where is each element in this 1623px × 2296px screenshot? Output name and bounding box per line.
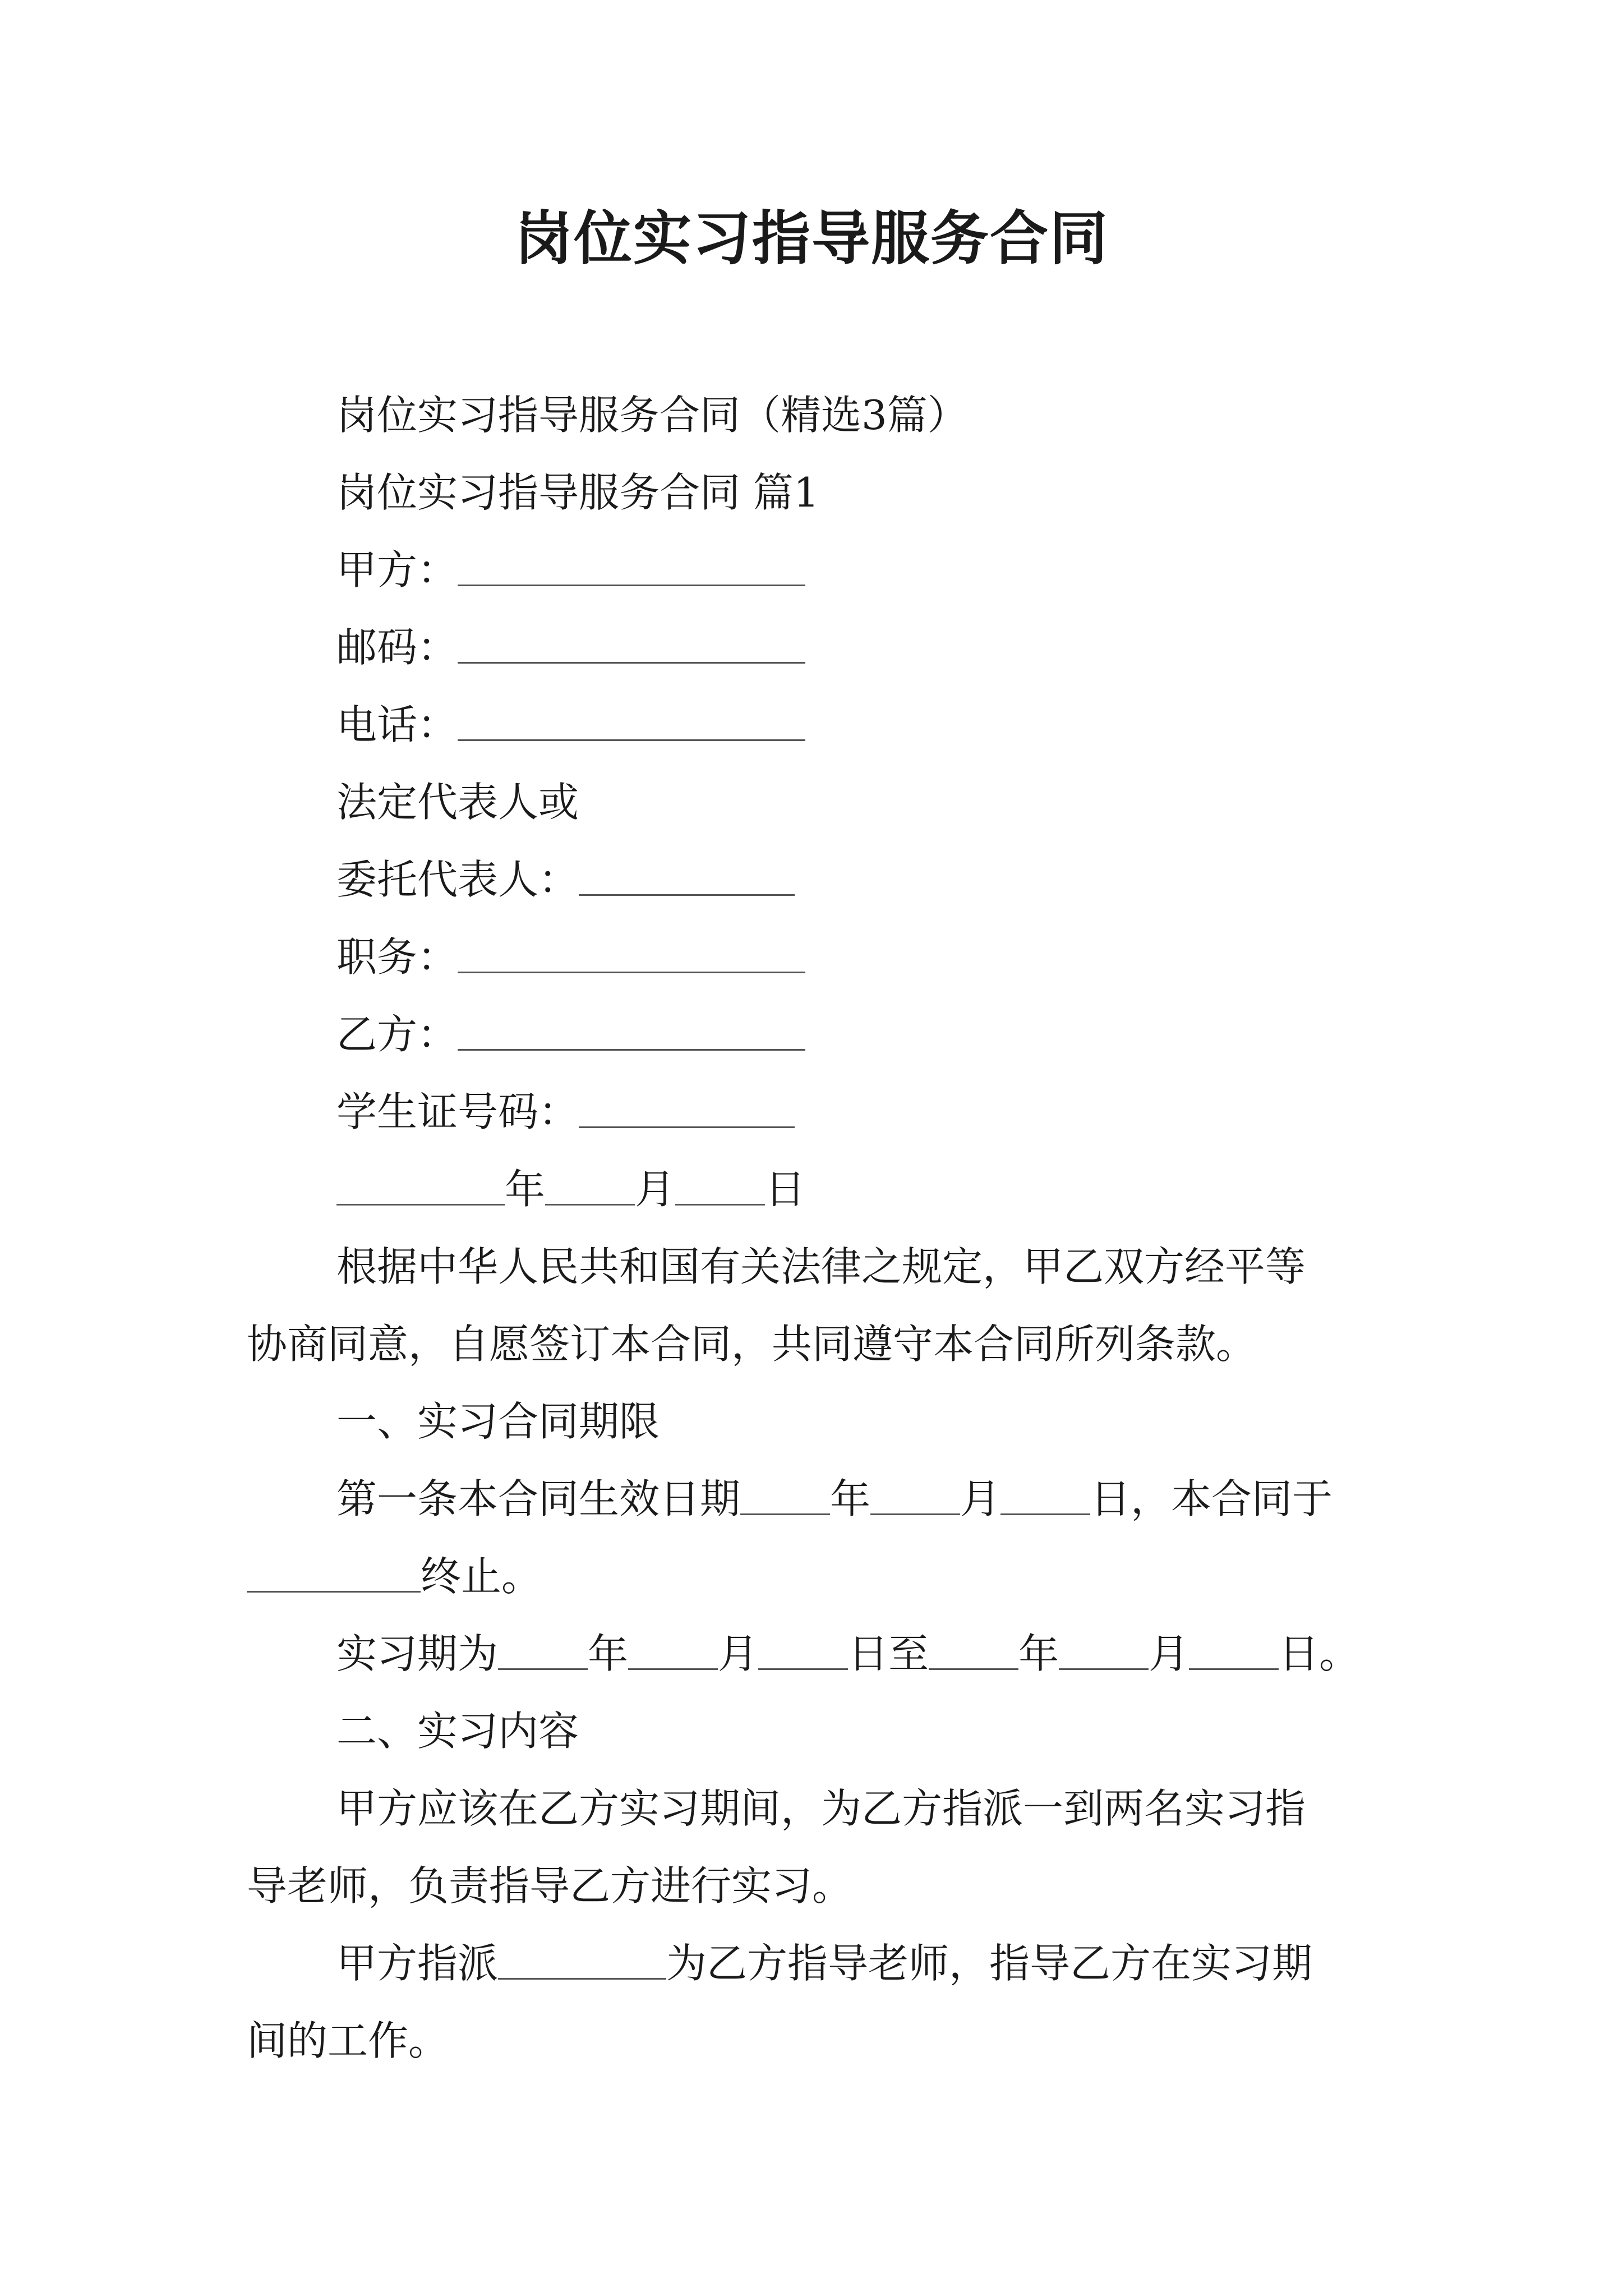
document-title: 岗位实习指导服务合同 [514,204,1109,273]
effective-month-blank[interactable] [870,1479,960,1515]
article1-prefix: 第一条本合同生效日期 [336,1475,741,1522]
phone-label: 电话： [336,701,458,748]
termination-blank[interactable] [247,1556,421,1592]
article1-end: 终止。 [421,1553,542,1600]
assign-suffix: 为乙方指导老师，指导乙方在实习期 [666,1940,1313,1987]
postcode-blank[interactable] [458,627,805,663]
position-blank[interactable] [458,937,805,973]
period-prefix: 实习期为 [336,1630,499,1677]
year-blank[interactable] [336,1169,505,1205]
period-end: 日。 [1279,1630,1360,1677]
intro-paragraph-line2: 协商同意，自愿签订本合同，共同遵守本合同所列条款。 [247,1320,1257,1368]
start-day-blank[interactable] [758,1634,848,1669]
end-month-unit: 月 [1149,1630,1189,1677]
party-b-label: 乙方： [336,1011,458,1058]
legal-rep-label: 法定代表人或 [336,779,579,826]
article1-line2 [247,1548,542,1604]
entrusted-rep-field [336,852,795,908]
day-blank[interactable] [675,1169,765,1205]
student-id-blank[interactable] [579,1092,795,1128]
intro-paragraph-line1: 根据中华人民共和国有关法律之规定，甲乙双方经平等 [336,1243,1306,1290]
assign-prefix: 甲方指派 [336,1940,499,1987]
assign-paragraph-line2: 间的工作。 [247,2017,449,2064]
month-unit: 月 [635,1166,676,1213]
start-month-blank[interactable] [628,1634,718,1669]
party-a-label: 甲方： [336,546,458,593]
party-a-blank[interactable] [458,550,805,586]
day-unit: 日 [765,1166,806,1213]
article1-line1 [336,1471,1332,1527]
party-b-blank[interactable] [458,1014,805,1050]
effective-month-unit: 月 [960,1475,1001,1522]
signing-date-line [336,1161,805,1217]
content-paragraph-line1: 甲方应该在乙方实习期间，为乙方指派一到两名实习指 [336,1785,1306,1832]
entrusted-rep-blank[interactable] [579,859,795,895]
end-day-blank[interactable] [1189,1634,1279,1669]
document-subtitle: 岗位实习指导服务合同（精选3篇） [336,392,968,439]
postcode-field [336,619,805,675]
year-unit: 年 [505,1166,546,1213]
party-b-field [336,1006,805,1062]
heading-internship-content: 二、实习内容 [336,1708,579,1755]
effective-year-blank[interactable] [740,1479,830,1515]
position-label: 职务： [336,933,458,981]
section-heading: 岗位实习指导服务合同 篇1 [336,469,819,516]
start-year-unit: 年 [588,1630,629,1677]
end-month-blank[interactable] [1059,1634,1149,1669]
month-blank[interactable] [545,1169,635,1205]
article1-suffix: 日，本合同于 [1090,1475,1333,1522]
mentor-name-blank[interactable] [498,1943,666,1979]
party-a-field [336,542,805,598]
end-year-unit: 年 [1018,1630,1059,1677]
assign-paragraph-line1 [336,1935,1312,1991]
content-paragraph-line2: 导老师，负责指导乙方进行实习。 [247,1862,853,1910]
phone-field [336,697,805,753]
effective-day-blank[interactable] [1000,1479,1090,1515]
start-month-unit: 月 [718,1630,759,1677]
entrusted-rep-label: 委托代表人： [336,856,579,903]
start-year-blank[interactable] [498,1634,588,1669]
student-id-field [336,1084,795,1140]
internship-period-line [336,1626,1359,1682]
position-field [336,929,805,985]
student-id-label: 学生证号码： [336,1088,579,1135]
phone-blank[interactable] [458,705,805,740]
end-year-blank[interactable] [929,1634,1018,1669]
effective-year-unit: 年 [830,1475,871,1522]
postcode-label: 邮码： [336,624,458,671]
period-to: 日至 [848,1630,929,1677]
heading-contract-period: 一、实习合同期限 [336,1398,660,1445]
